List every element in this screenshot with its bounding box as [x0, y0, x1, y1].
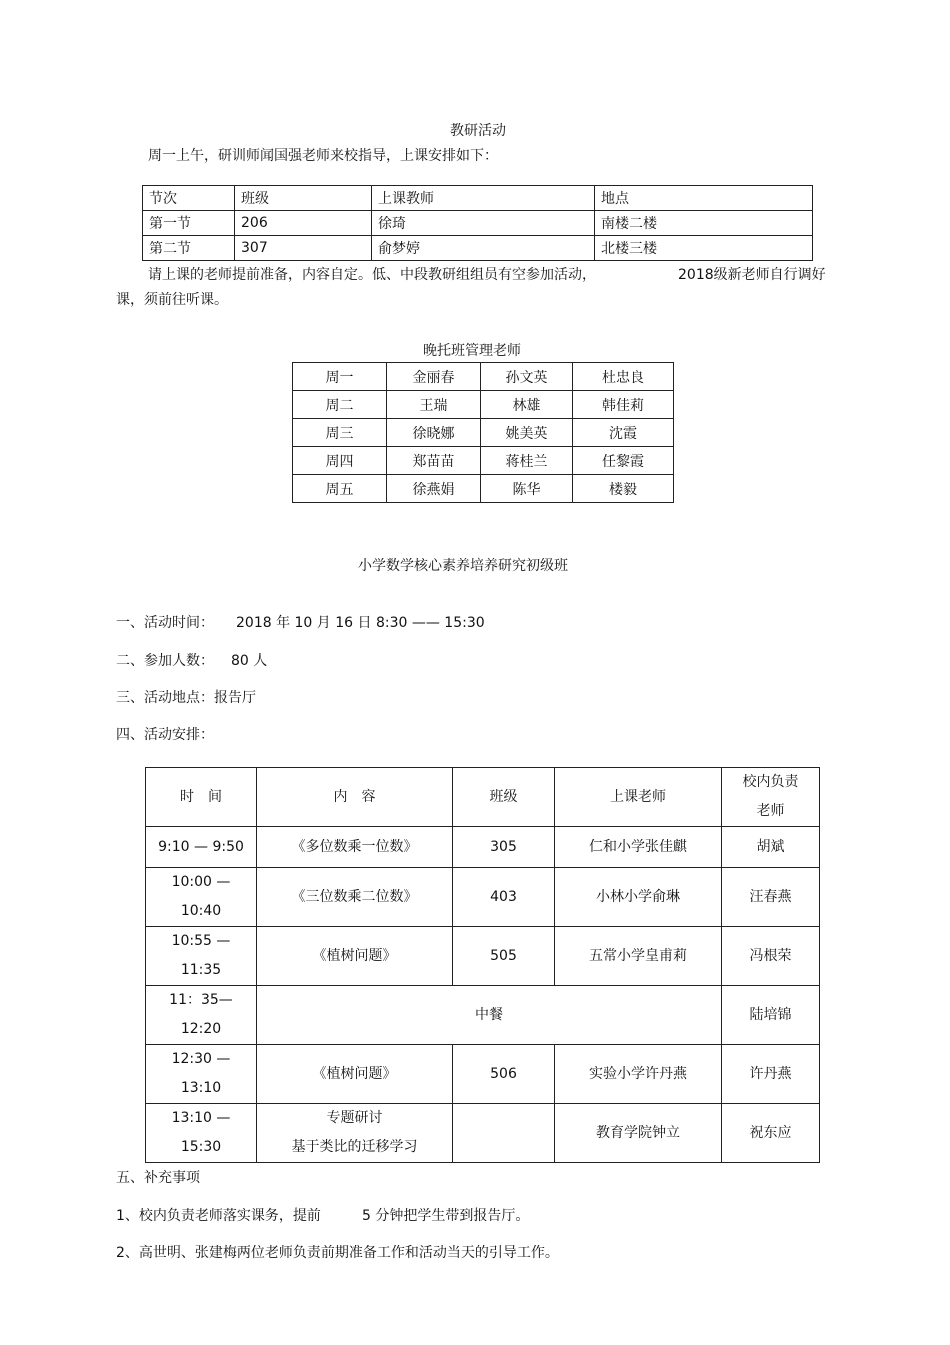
participants-label: 二、参加人数：	[116, 653, 214, 669]
time-end: 10:40	[180, 903, 222, 919]
time-start: 11：35—	[169, 992, 233, 1008]
table-cell: 林雄	[481, 391, 573, 419]
table-cell: 周五	[293, 475, 387, 503]
class-cell: 506	[453, 1045, 555, 1104]
class-cell: 505	[453, 927, 555, 986]
section1-intro: 周一上午，研训师闻国强老师来校指导，上课安排如下：	[148, 148, 498, 164]
teacher-cell: 实验小学许丹燕	[555, 1045, 722, 1104]
table-cell: 姚美英	[481, 419, 573, 447]
header-cell: 上课教师	[372, 186, 595, 211]
responsible-cell: 汪春燕	[722, 868, 820, 927]
table-cell: 周一	[293, 363, 387, 391]
time-end: 11:35	[180, 962, 222, 978]
section3-title: 小学数学核心素养培养研究初级班	[358, 558, 568, 574]
time-end: 13:10	[180, 1080, 222, 1096]
time-end: 12:20	[180, 1021, 222, 1037]
time-cell	[146, 1104, 257, 1163]
class-cell	[453, 1104, 555, 1163]
supplementary-item1-part2: 5 分钟把学生带到报告厅。	[362, 1208, 530, 1224]
activity-arrangement-label: 四、活动安排：	[116, 727, 214, 743]
time-start: 10:00 —	[171, 874, 231, 890]
table-cell: 307	[235, 236, 372, 261]
table-cell: 周四	[293, 447, 387, 475]
evening-class-table	[292, 362, 674, 503]
table-row	[146, 986, 820, 1045]
table-cell: 徐燕娟	[387, 475, 481, 503]
content-cell: 《三位数乘二位数》	[257, 868, 453, 927]
responsible-cell: 陆培锦	[722, 986, 820, 1045]
header-responsible-line2: 老师	[756, 803, 785, 819]
activity-schedule-table	[145, 767, 820, 1163]
table-row	[143, 211, 813, 236]
content-cell: 《植树问题》	[257, 1045, 453, 1104]
time-end: 15:30	[180, 1139, 222, 1155]
table-cell: 第二节	[143, 236, 235, 261]
table-cell: 蒋桂兰	[481, 447, 573, 475]
table-cell: 沈霞	[573, 419, 674, 447]
time-cell	[146, 868, 257, 927]
table-header-row	[143, 186, 813, 211]
section1-note-part1: 请上课的老师提前准备，内容自定。低、中段教研组组员有空参加活动，	[148, 267, 596, 283]
lunch-cell: 中餐	[257, 986, 722, 1045]
table-cell: 王瑞	[387, 391, 481, 419]
table-cell: 韩佳莉	[573, 391, 674, 419]
table-cell: 任黎霞	[573, 447, 674, 475]
table-row	[293, 391, 674, 419]
content-cell: 《多位数乘一位数》	[257, 827, 453, 868]
table-row	[146, 827, 820, 868]
table-cell: 俞梦婷	[372, 236, 595, 261]
activity-time-label: 一、活动时间：	[116, 615, 214, 631]
table-cell: 北楼三楼	[595, 236, 813, 261]
table-cell: 南楼二楼	[595, 211, 813, 236]
time-start: 13:10 —	[171, 1110, 231, 1126]
activity-location: 三、活动地点：报告厅	[116, 690, 256, 706]
table-cell: 徐琦	[372, 211, 595, 236]
table-cell: 杜忠良	[573, 363, 674, 391]
table-cell: 徐晓娜	[387, 419, 481, 447]
responsible-cell: 许丹燕	[722, 1045, 820, 1104]
header-time: 时 间	[146, 768, 257, 827]
time-cell: 9:10 — 9:50	[146, 827, 257, 868]
header-responsible	[722, 768, 820, 827]
table-cell: 周三	[293, 419, 387, 447]
supplementary-item2: 2、高世明、张建梅两位老师负责前期准备工作和活动当天的引导工作。	[116, 1245, 559, 1261]
table-row	[143, 236, 813, 261]
table-cell: 孙文英	[481, 363, 573, 391]
teacher-cell: 教育学院钟立	[555, 1104, 722, 1163]
header-cell: 节次	[143, 186, 235, 211]
header-responsible-line1: 校内负责	[742, 774, 799, 790]
table-row	[146, 868, 820, 927]
lesson-schedule-table	[142, 185, 813, 261]
table-cell: 第一节	[143, 211, 235, 236]
table-row	[146, 1045, 820, 1104]
responsible-cell: 祝东应	[722, 1104, 820, 1163]
table-row	[146, 927, 820, 986]
table-cell: 楼毅	[573, 475, 674, 503]
section1-title: 教研活动	[450, 123, 506, 139]
table-cell: 206	[235, 211, 372, 236]
content-line1: 专题研讨	[326, 1110, 383, 1126]
section1-note-part2: 2018级新老师自行调好	[678, 267, 826, 283]
section2-title: 晚托班管理老师	[423, 343, 521, 359]
table-row	[293, 419, 674, 447]
table-header-row	[146, 768, 820, 827]
header-cell: 班级	[235, 186, 372, 211]
content-cell: 《植树问题》	[257, 927, 453, 986]
table-row	[293, 447, 674, 475]
content-line2: 基于类比的迁移学习	[291, 1139, 418, 1155]
content-cell	[257, 1104, 453, 1163]
time-start: 12:30 —	[171, 1051, 231, 1067]
section1-note-line2: 课，须前往听课。	[116, 292, 228, 308]
table-row	[293, 475, 674, 503]
teacher-cell: 仁和小学张佳麒	[555, 827, 722, 868]
table-cell: 周二	[293, 391, 387, 419]
responsible-cell: 胡斌	[722, 827, 820, 868]
header-class: 班级	[453, 768, 555, 827]
header-teacher: 上课老师	[555, 768, 722, 827]
class-cell: 403	[453, 868, 555, 927]
header-cell: 地点	[595, 186, 813, 211]
time-cell	[146, 927, 257, 986]
table-cell: 郑苗苗	[387, 447, 481, 475]
table-row	[293, 363, 674, 391]
class-cell: 305	[453, 827, 555, 868]
activity-time-value: 2018 年 10 月 16 日 8:30 —— 15:30	[236, 615, 485, 631]
supplementary-item1-part1: 1、校内负责老师落实课务，提前	[116, 1208, 321, 1224]
table-cell: 陈华	[481, 475, 573, 503]
table-cell: 金丽春	[387, 363, 481, 391]
time-start: 10:55 —	[171, 933, 231, 949]
time-cell	[146, 986, 257, 1045]
header-content: 内 容	[257, 768, 453, 827]
supplementary-label: 五、补充事项	[116, 1170, 200, 1186]
time-cell	[146, 1045, 257, 1104]
responsible-cell: 冯根荣	[722, 927, 820, 986]
participants-value: 80 人	[231, 653, 268, 669]
teacher-cell: 五常小学皇甫莉	[555, 927, 722, 986]
table-row	[146, 1104, 820, 1163]
teacher-cell: 小林小学俞琳	[555, 868, 722, 927]
